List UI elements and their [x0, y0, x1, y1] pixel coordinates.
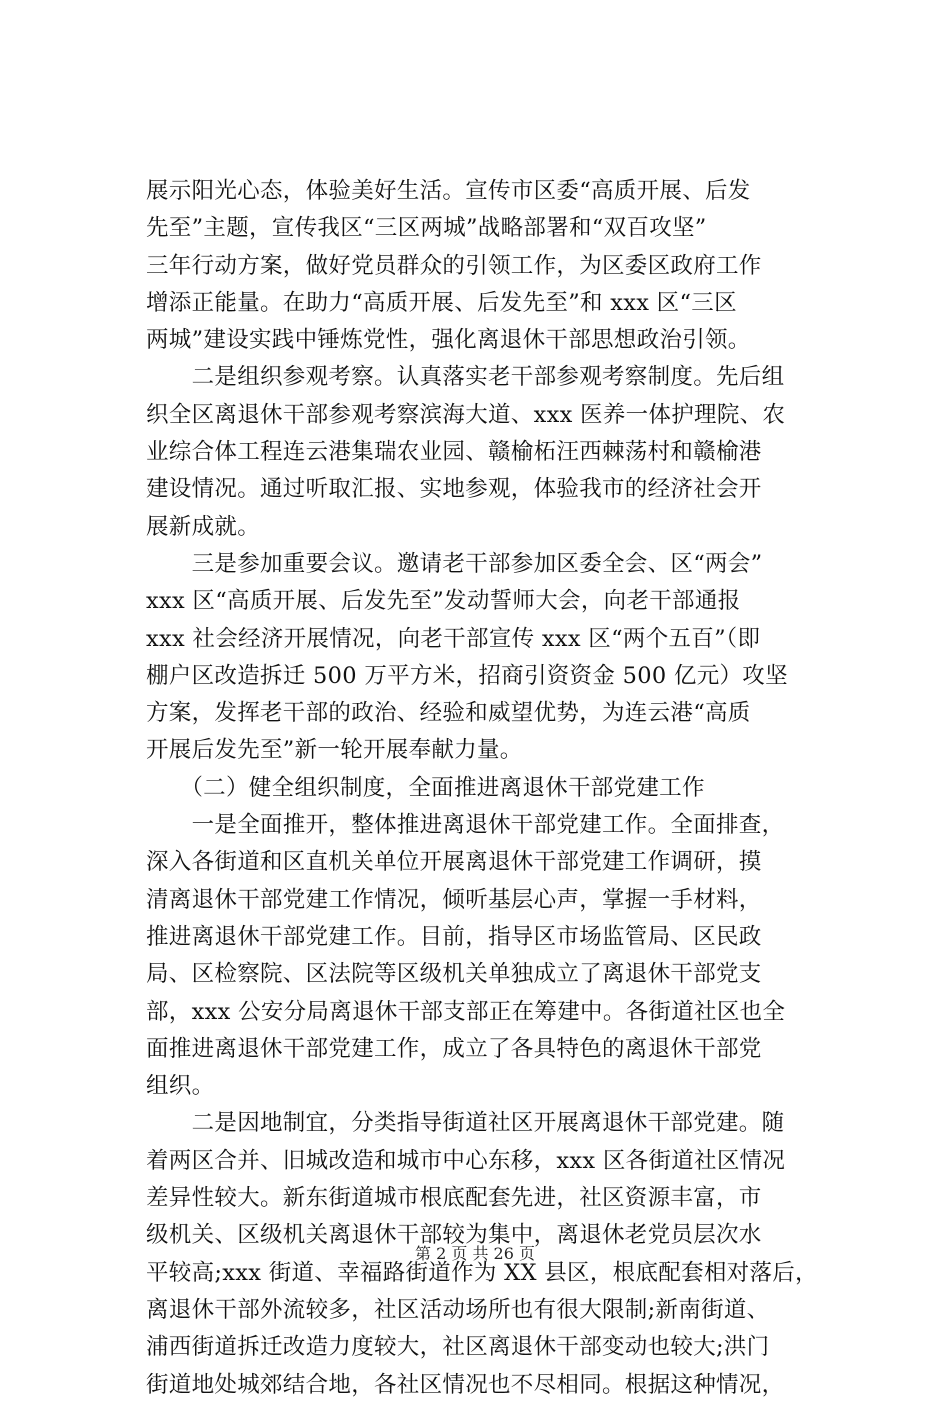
text-line: 二是因地制宜，分类指导街道社区开展离退休干部党建。随 [146, 1110, 785, 1137]
text-line: xxx 区“高质开展、后发先至”发动誓师大会，向老干部通报 [146, 588, 741, 615]
section-heading: （二）健全组织制度，全面推进离退休干部党建工作 [146, 774, 705, 801]
text-line: 部，xxx 公安分局离退休干部支部正在筹建中。各街道社区也全 [146, 998, 786, 1025]
text-line: 业综合体工程连云港集瑞农业园、赣榆柘汪西棘荡村和赣榆港 [146, 439, 762, 466]
text-line: 展新成就。 [146, 513, 261, 540]
text-line: 差异性较大。新东街道城市根底配套先进，社区资源丰富，市 [146, 1185, 762, 1212]
text-line: 离退休干部外流较多，社区活动场所也有很大限制;新南街道、 [146, 1296, 770, 1323]
text-line: 深入各街道和区直机关单位开展离退休干部党建工作调研，摸 [146, 849, 762, 876]
text-line: 展示阳光心态，体验美好生活。宣传市区委“高质开展、后发 [146, 178, 751, 204]
text-line: 增添正能量。在助力“高质开展、后发先至”和 xxx 区“三区 [146, 289, 737, 316]
text-line: 一是全面推开，整体推进离退休干部党建工作。全面排查， [146, 812, 785, 839]
page-footer [0, 1244, 950, 1264]
text-line: 组织。 [146, 1073, 215, 1100]
text-line: 着两区合并、旧城改造和城市中心东移，xxx 区各街道社区情况 [146, 1147, 786, 1174]
text-line: 清离退休干部党建工作情况，倾听基层心声，掌握一手材料， [146, 886, 762, 913]
body-text [146, 173, 846, 1404]
text-line: 平较高;xxx 街道、幸福路街道作为 XX 县区，根底配套相对落后， [146, 1259, 818, 1286]
text-line: 浦西街道拆迁改造力度较大，社区离退休干部变动也较大;洪门 [146, 1334, 770, 1361]
text-line: 级机关、区级机关离退休干部较为集中，离退休老党员层次水 [146, 1222, 762, 1249]
text-line: 建设情况。通过听取汇报、实地参观，体验我市的经济社会开 [146, 476, 762, 503]
text-line: 三年行动方案，做好党员群众的引领工作，为区委区政府工作 [146, 252, 762, 279]
page-number-label: 第 2 页 共 26 页 [415, 1244, 535, 1263]
text-line: 局、区检察院、区法院等区级机关单独成立了离退休干部党支 [146, 961, 762, 988]
text-line: 棚户区改造拆迁 500 万平方米，招商引资资金 500 亿元）攻坚 [146, 662, 788, 689]
text-line: xxx 社会经济开展情况，向老干部宣传 xxx 区“两个五百”（即 [146, 625, 761, 652]
text-line: 街道地处城郊结合地，各社区情况也不尽相同。根据这种情况， [146, 1371, 785, 1398]
text-line: 方案，发挥老干部的政治、经验和威望优势，为连云港“高质 [146, 700, 751, 727]
text-line: 二是组织参观考察。认真落实老干部参观考察制度。先后组 [146, 364, 785, 391]
text-line: 面推进离退休干部党建工作，成立了各具特色的离退休干部党 [146, 1035, 762, 1062]
text-line: 织全区离退休干部参观考察滨海大道、xxx 医养一体护理院、农 [146, 401, 786, 428]
text-line: 开展后发先至”新一轮开展奉献力量。 [146, 737, 523, 764]
text-line: 先至”主题，宣传我区“三区两城”战略部署和“双百攻坚” [146, 215, 707, 242]
text-line: 两城”建设实践中锤炼党性，强化离退休干部思想政治引领。 [146, 327, 751, 354]
text-line: 三是参加重要会议。邀请老干部参加区委全会、区“两会” [146, 550, 763, 577]
text-line: 推进离退休干部党建工作。目前，指导区市场监管局、区民政 [146, 923, 762, 950]
